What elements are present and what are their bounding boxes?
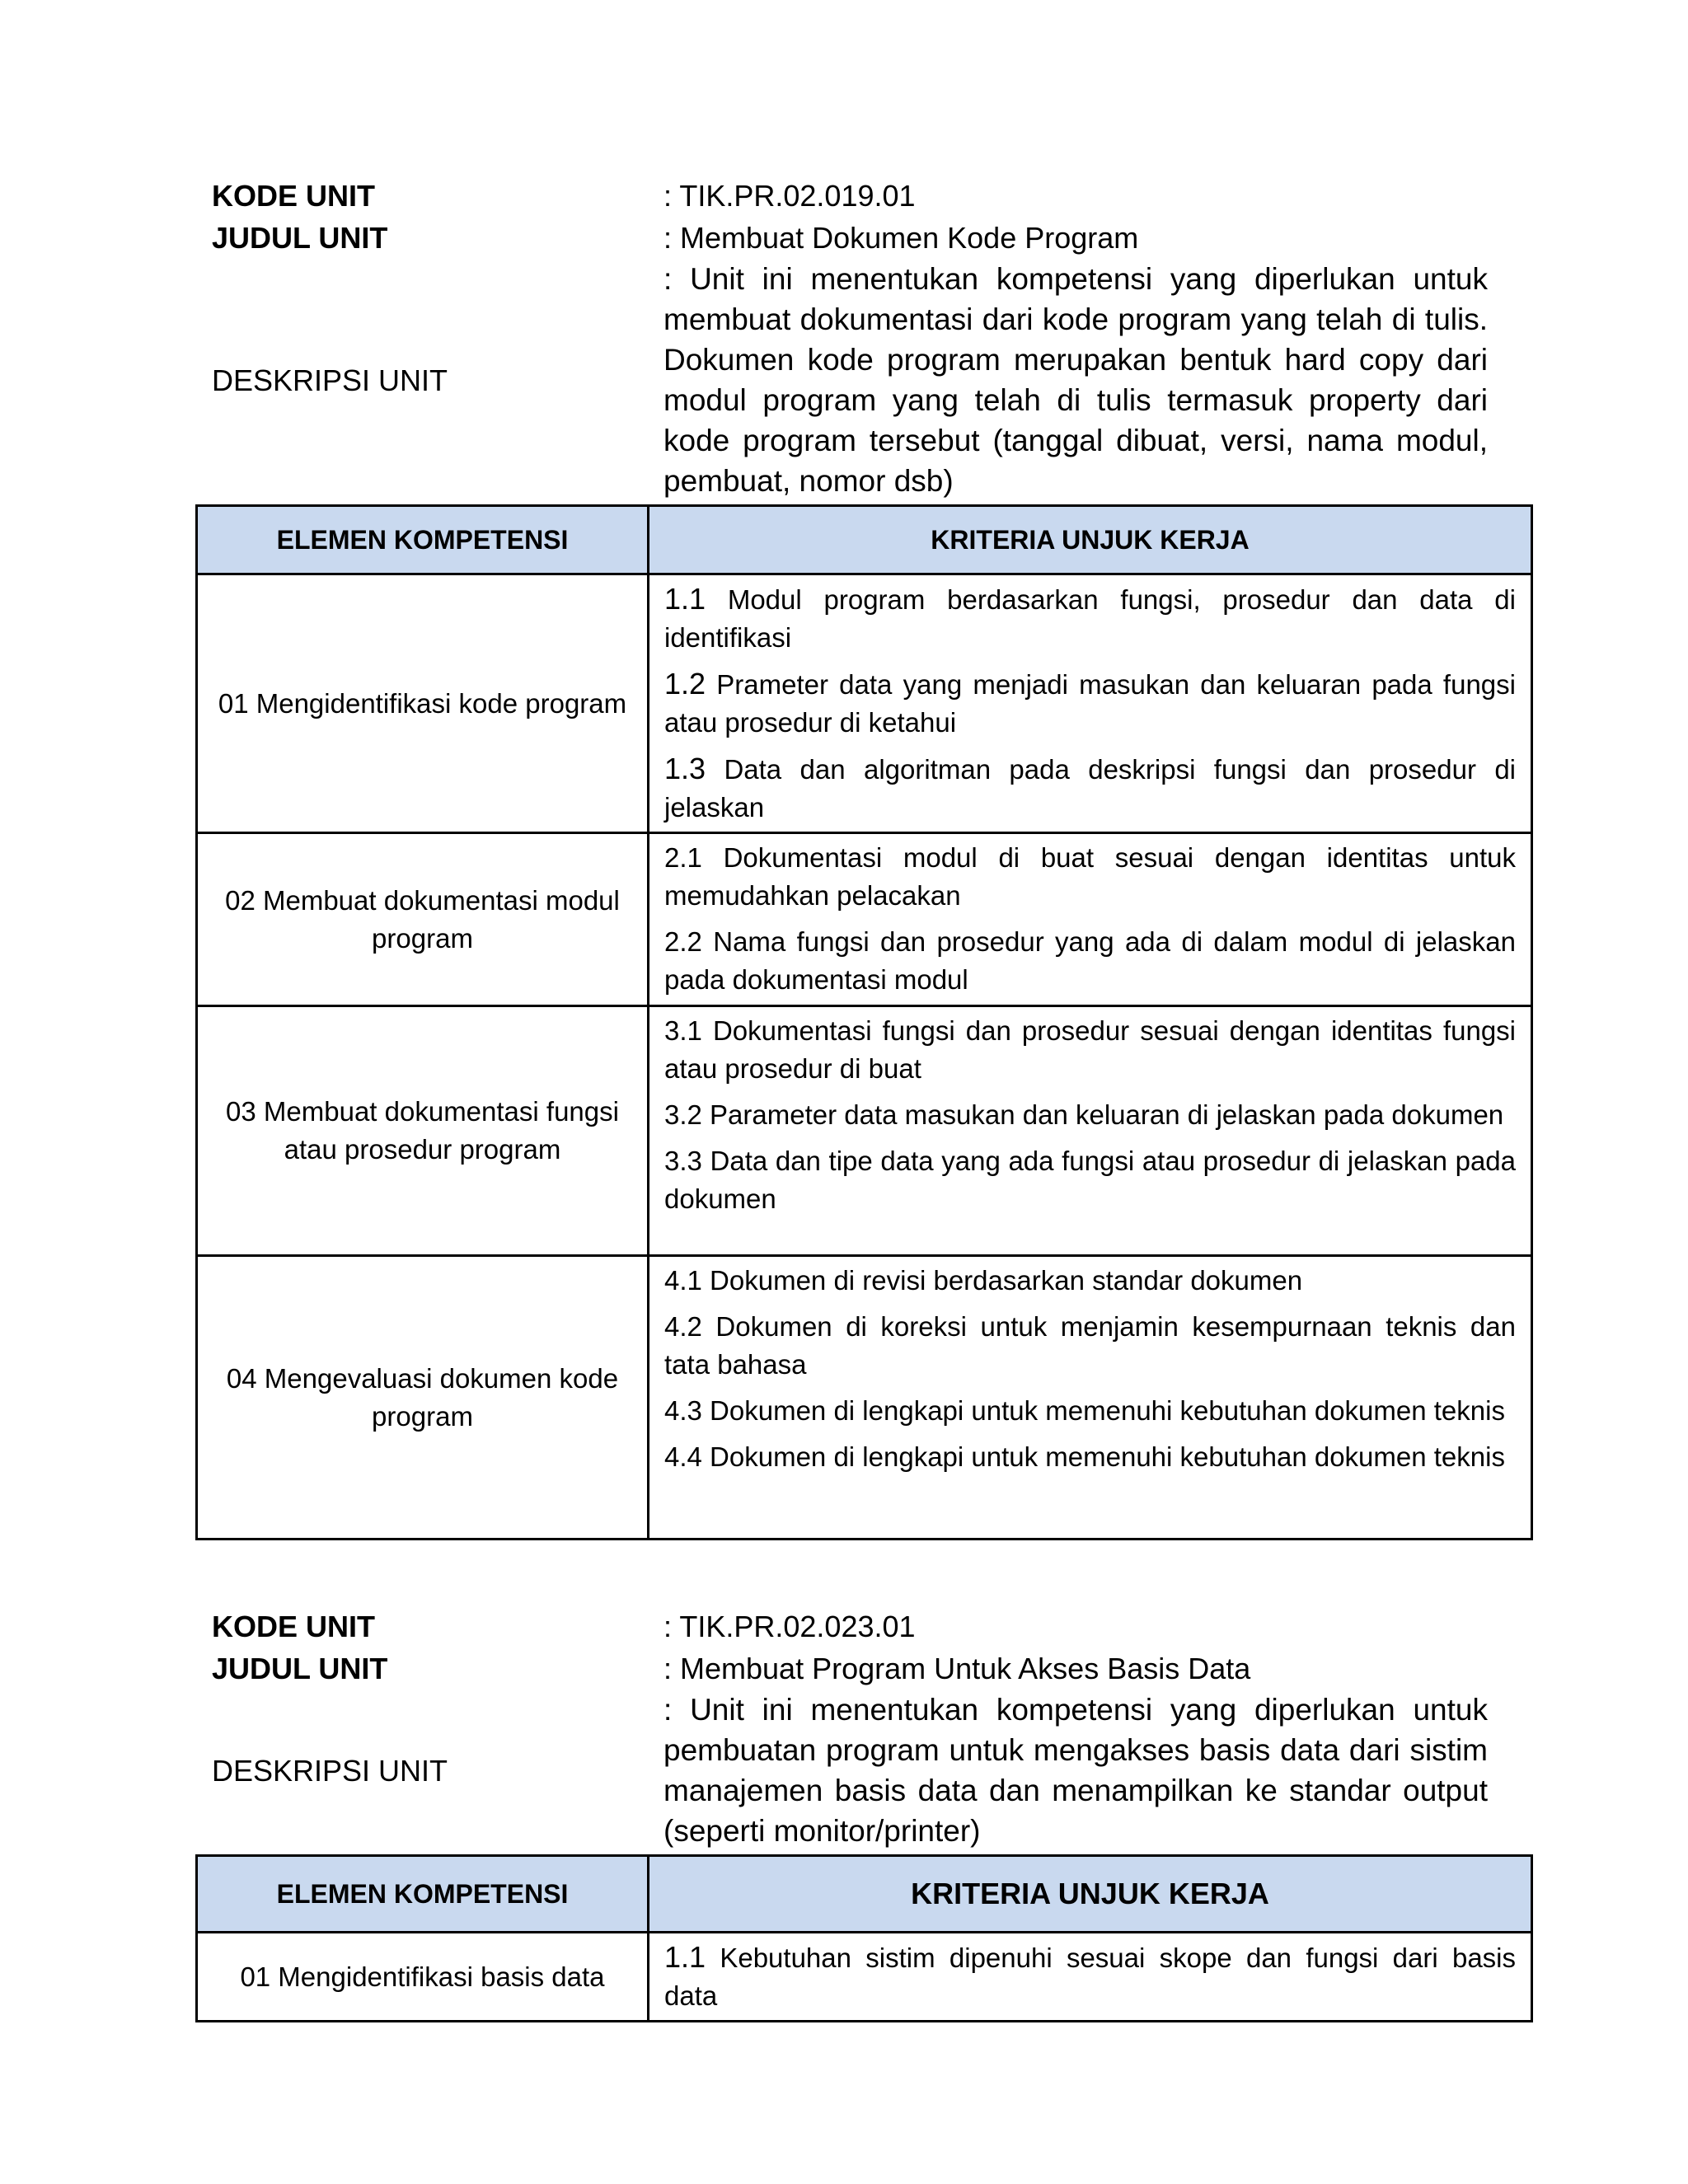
kuk-text: Prameter data yang menjadi masukan dan keluaran pada fungsi atau prosedur di ketahui bbox=[664, 669, 1516, 738]
kompetensi-table bbox=[195, 504, 1533, 1540]
kuk-item bbox=[664, 750, 1516, 827]
judul-unit-label: JUDUL UNIT bbox=[212, 221, 388, 255]
unit-1 bbox=[195, 175, 1531, 1540]
deskripsi-unit-label bbox=[212, 1690, 663, 1851]
kode-unit-label: KODE UNIT bbox=[212, 1610, 375, 1643]
kuk-number: 3.3 bbox=[664, 1146, 702, 1176]
unit-1-meta bbox=[212, 175, 1531, 501]
deskripsi-unit-label-text: DESKRIPSI UNIT bbox=[212, 1753, 448, 1788]
kuk-text: Nama fungsi dan prosedur yang ada di dalam modul di jelaskan pada dokumentasi modul bbox=[664, 926, 1516, 995]
kuk-item bbox=[664, 1096, 1516, 1134]
kuk-text: Parameter data masukan dan keluaran di jelaskan pada dokumen bbox=[710, 1099, 1504, 1130]
kuk-item bbox=[664, 1142, 1516, 1218]
deskripsi-unit-label bbox=[212, 259, 663, 501]
elemen-cell: 01 Mengidentifikasi basis data bbox=[197, 1933, 649, 2022]
kuk-text: Modul program berdasarkan fungsi, prosedur dan data di identifikasi bbox=[664, 584, 1516, 653]
kuk-item bbox=[664, 580, 1516, 657]
kuk-text: Data dan tipe data yang ada fungsi atau prosedur di jelaskan pada dokumen bbox=[664, 1146, 1517, 1214]
kuk-text: Dokumen di lengkapi untuk memenuhi kebutuhan dokumen teknis bbox=[710, 1395, 1505, 1426]
kuk-number: 4.4 bbox=[664, 1441, 702, 1472]
kuk-number: 1.1 bbox=[664, 582, 706, 616]
judul-unit-label: JUDUL UNIT bbox=[212, 1652, 388, 1685]
deskripsi-unit-value: : Unit ini menentukan kompetensi yang diperlukan untuk membuat dokumentasi dari kode program yang telah di tulis. Dokumen kode program merupakan bentuk hard copy dari modul program yang telah di tulis termasuk property dari kode program tersebut (tanggal dibuat, versi, nama modul, pembuat, nomor dsb) bbox=[663, 262, 1488, 498]
kuk-item bbox=[664, 1012, 1516, 1088]
judul-unit-value: : Membuat Dokumen Kode Program bbox=[663, 221, 1139, 255]
kuk-item bbox=[664, 923, 1516, 999]
kriteria-cell bbox=[649, 1256, 1532, 1540]
kuk-number: 4.2 bbox=[664, 1311, 702, 1342]
elemen-cell: 03 Membuat dokumentasi fungsi atau prosedur program bbox=[197, 1006, 649, 1256]
kriteria-cell bbox=[649, 1006, 1532, 1256]
kuk-text: Data dan algoritman pada deskripsi fungsi dan prosedur di jelaskan bbox=[664, 754, 1517, 823]
kuk-text: Kebutuhan sistim dipenuhi sesuai skope dan fungsi dari basis data bbox=[664, 1943, 1517, 2011]
kuk-item bbox=[664, 1308, 1516, 1384]
table-header-row bbox=[197, 506, 1532, 574]
kuk-text: Dokumentasi modul di buat sesuai dengan identitas untuk memudahkan pelacakan bbox=[664, 842, 1516, 911]
elemen-cell: 01 Mengidentifikasi kode program bbox=[197, 574, 649, 833]
table-row bbox=[197, 833, 1532, 1006]
kuk-item bbox=[664, 665, 1516, 742]
unit-2 bbox=[195, 1605, 1531, 2022]
header-kriteria-unjuk-kerja: KRITERIA UNJUK KERJA bbox=[649, 506, 1532, 574]
kompetensi-table bbox=[195, 1854, 1533, 2022]
kuk-item bbox=[664, 1262, 1516, 1300]
deskripsi-unit-label-text: DESKRIPSI UNIT bbox=[212, 363, 448, 397]
kuk-item bbox=[664, 1392, 1516, 1430]
unit-2-meta bbox=[212, 1605, 1531, 1851]
table-row bbox=[197, 574, 1532, 833]
kode-unit-value: : TIK.PR.02.023.01 bbox=[663, 1610, 916, 1643]
kode-unit-label: KODE UNIT bbox=[212, 179, 375, 213]
kode-unit-value: : TIK.PR.02.019.01 bbox=[663, 179, 916, 213]
kuk-number: 2.2 bbox=[664, 926, 702, 957]
kuk-text: Dokumentasi fungsi dan prosedur sesuai dengan identitas fungsi atau prosedur di buat bbox=[664, 1015, 1517, 1084]
kuk-text: Dokumen di revisi berdasarkan standar dokumen bbox=[710, 1265, 1303, 1296]
header-elemen-kompetensi: ELEMEN KOMPETENSI bbox=[197, 506, 649, 574]
elemen-cell: 02 Membuat dokumentasi modul program bbox=[197, 833, 649, 1006]
deskripsi-unit-value: : Unit ini menentukan kompetensi yang diperlukan untuk pembuatan program untuk mengakses basis data dari sistim manajemen basis data dan menampilkan ke standar output (seperti monitor/printer) bbox=[663, 1693, 1488, 1848]
kuk-number: 1.2 bbox=[664, 667, 706, 701]
kuk-number: 3.1 bbox=[664, 1015, 702, 1046]
kuk-number: 1.1 bbox=[664, 1940, 706, 1974]
kuk-number: 4.3 bbox=[664, 1395, 702, 1426]
judul-unit-value: : Membuat Program Untuk Akses Basis Data bbox=[663, 1652, 1251, 1685]
kuk-text: Dokumen di koreksi untuk menjamin kesempurnaan teknis dan tata bahasa bbox=[664, 1311, 1516, 1380]
table-row bbox=[197, 1933, 1532, 2022]
kuk-number: 1.3 bbox=[664, 752, 706, 785]
kriteria-cell bbox=[649, 833, 1532, 1006]
kriteria-cell bbox=[649, 1933, 1532, 2022]
elemen-cell: 04 Mengevaluasi dokumen kode program bbox=[197, 1256, 649, 1540]
kriteria-cell bbox=[649, 574, 1532, 833]
kuk-item bbox=[664, 1938, 1516, 2015]
header-kriteria-unjuk-kerja: KRITERIA UNJUK KERJA bbox=[649, 1856, 1532, 1933]
kuk-item bbox=[664, 839, 1516, 915]
header-elemen-kompetensi: ELEMEN KOMPETENSI bbox=[197, 1856, 649, 1933]
kuk-number: 2.1 bbox=[664, 842, 702, 873]
table-header-row bbox=[197, 1856, 1532, 1933]
kuk-number: 4.1 bbox=[664, 1265, 702, 1296]
kuk-number: 3.2 bbox=[664, 1099, 702, 1130]
table-row bbox=[197, 1006, 1532, 1256]
table-row bbox=[197, 1256, 1532, 1540]
kuk-item bbox=[664, 1438, 1516, 1476]
kuk-text: Dokumen di lengkapi untuk memenuhi kebutuhan dokumen teknis bbox=[710, 1441, 1505, 1472]
